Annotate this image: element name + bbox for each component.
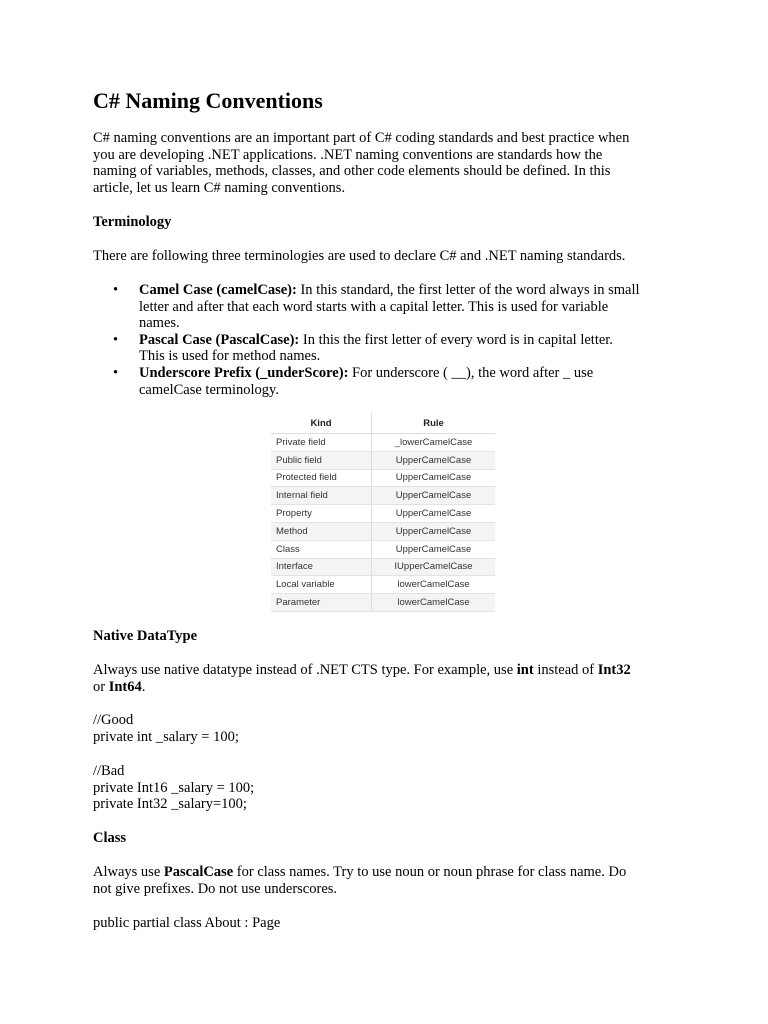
bad-example	[93, 763, 683, 813]
table-header-kind: Kind	[271, 413, 372, 434]
terminology-text: There are following three terminologies are used to declare C# and .NET naming standards.	[93, 248, 626, 264]
bad-comment: //Bad	[93, 763, 125, 779]
native-text: instead of	[533, 662, 598, 678]
table-cell-rule: UpperCamelCase	[372, 469, 496, 487]
table-header-rule: Rule	[372, 413, 496, 434]
table-row	[271, 540, 495, 558]
table-cell-kind: Local variable	[271, 576, 372, 594]
intro-line: C# naming conventions are an important part of C# coding standards and best practice when	[93, 130, 630, 146]
table-header-row	[271, 413, 495, 434]
table-cell-rule: IUpperCamelCase	[372, 558, 496, 576]
table-cell-kind: Property	[271, 505, 372, 523]
list-text: camelCase terminology.	[139, 381, 279, 398]
list-term: Camel Case (camelCase):	[139, 282, 297, 298]
list-text: For underscore ( __), the word after _ use	[348, 364, 594, 381]
table-cell-rule: lowerCamelCase	[372, 594, 496, 612]
table-cell-rule: UpperCamelCase	[372, 505, 496, 523]
table-row	[271, 522, 495, 540]
table-cell-kind: Public field	[271, 451, 372, 469]
table-cell-rule: UpperCamelCase	[372, 540, 496, 558]
intro-line: you are developing .NET applications. .NET naming conventions are standards how the	[93, 146, 603, 163]
table-cell-kind: Interface	[271, 558, 372, 576]
class-text: Always use	[93, 864, 164, 880]
table-cell-rule: UpperCamelCase	[372, 522, 496, 540]
native-text: Always use native datatype instead of .NET CTS type. For example, use	[93, 662, 517, 678]
table-cell-rule: lowerCamelCase	[372, 576, 496, 594]
table-row	[271, 434, 495, 452]
table-row	[271, 487, 495, 505]
list-text: In this standard, the first letter of the word always in small	[296, 282, 640, 298]
native-datatype-paragraph	[93, 662, 683, 695]
intro-line: naming of variables, methods, classes, and other code elements should be defined. In this	[93, 163, 611, 180]
table-cell-kind: Parameter	[271, 594, 372, 612]
list-text: names.	[139, 315, 180, 332]
native-datatype-heading: Native DataType	[93, 628, 198, 644]
list-item	[93, 282, 683, 332]
table-cell-kind: Protected field	[271, 469, 372, 487]
table-row	[271, 558, 495, 576]
class-paragraph	[93, 864, 683, 897]
terminology-heading: Terminology	[93, 214, 172, 230]
class-pascal: PascalCase	[163, 864, 234, 880]
table-row	[271, 469, 495, 487]
table-cell-rule: UpperCamelCase	[372, 451, 496, 469]
native-text: .	[141, 678, 146, 695]
table-cell-rule: _lowerCamelCase	[372, 434, 496, 452]
terminology-list	[93, 282, 683, 398]
list-item	[93, 365, 683, 398]
naming-rules-table	[271, 413, 495, 612]
table-row	[271, 576, 495, 594]
class-code: public partial class About : Page	[93, 915, 281, 931]
table-row	[271, 451, 495, 469]
table-cell-rule: UpperCamelCase	[372, 487, 496, 505]
native-text: or	[93, 678, 109, 695]
intro-line: article, let us learn C# naming conventions.	[93, 179, 346, 196]
table-row	[271, 594, 495, 612]
list-item	[93, 332, 683, 365]
native-int: int	[516, 662, 534, 678]
page-title: C# Naming Conventions	[93, 88, 323, 113]
class-heading: Class	[93, 830, 127, 846]
good-comment: //Good	[93, 712, 134, 728]
good-example	[93, 712, 683, 745]
list-term: Underscore Prefix (_underScore):	[139, 364, 349, 381]
bad-code: private Int32 _salary=100;	[93, 796, 247, 813]
class-text: for class names. Try to use noun or noun phrase for class name. Do	[233, 864, 627, 880]
bad-code: private Int16 _salary = 100;	[93, 779, 255, 796]
good-code: private int _salary = 100;	[93, 728, 239, 745]
table-row	[271, 505, 495, 523]
table-cell-kind: Method	[271, 522, 372, 540]
native-int64: Int64	[108, 678, 142, 695]
table-cell-kind: Internal field	[271, 487, 372, 505]
list-text: This is used for method names.	[139, 348, 321, 365]
intro-paragraph	[93, 130, 683, 196]
table-cell-kind: Class	[271, 540, 372, 558]
table-cell-kind: Private field	[271, 434, 372, 452]
class-text: not give prefixes. Do not use underscores.	[93, 880, 338, 897]
native-int32: Int32	[597, 662, 631, 678]
list-text: In this the first letter of every word is in capital letter.	[299, 331, 613, 348]
list-text: letter and after that each word starts with a capital letter. This is used for variable	[139, 298, 609, 315]
list-term: Pascal Case (PascalCase):	[139, 331, 300, 348]
